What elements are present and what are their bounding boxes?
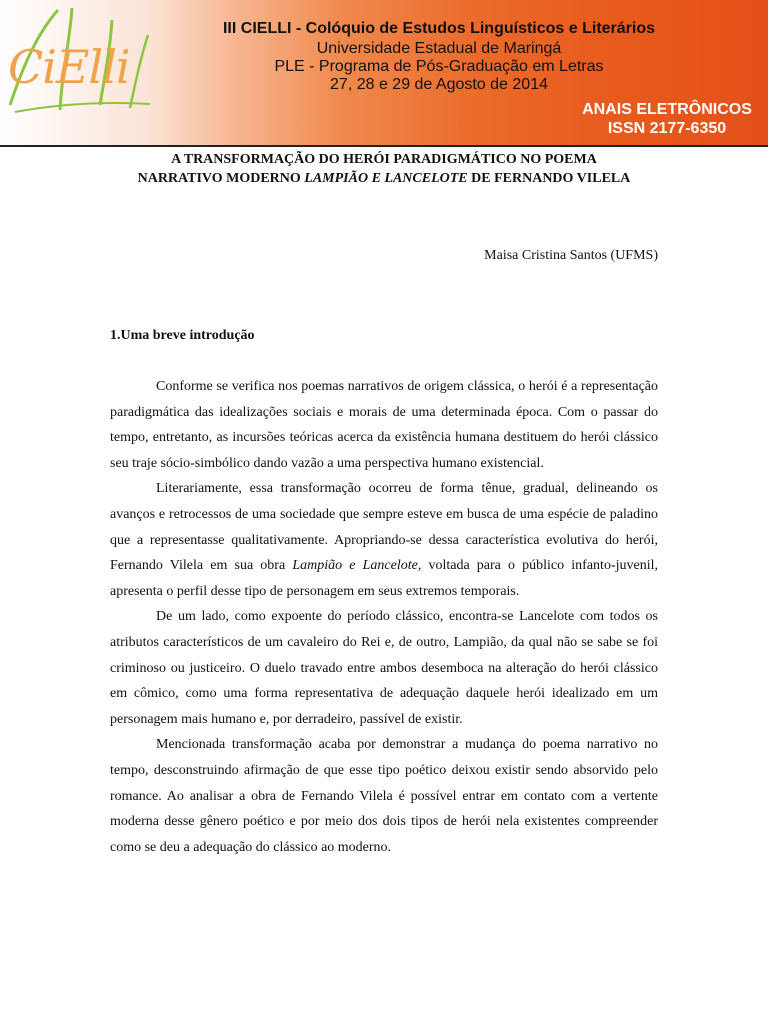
book-title: Lampião e Lancelote: [292, 558, 418, 574]
article-author: Maisa Cristina Santos (UFMS): [484, 248, 658, 263]
title-line-1: A TRANSFORMAÇÃO DO HERÓI PARADIGMÁTICO NO POEMA: [171, 152, 597, 167]
university-name: Universidade Estadual de Maringá: [316, 40, 562, 57]
anais-text: ANAIS ELETRÔNICOS: [582, 101, 752, 118]
paragraph-text: , voltada para o público infanto-juvenil, apresenta o perfil desse tipo de personagem em seus extremos temporais.: [110, 558, 658, 599]
title-part: DE FERNANDO VILELA: [467, 171, 631, 186]
title-part: NARRATIVO MODERNO: [137, 171, 305, 186]
title-line-2: [110, 169, 658, 188]
paragraph-1: Conforme se verifica nos poemas narrativos de origem clássica, o herói é a representação paradigmática das idealizações sociais e morais de uma determinada época. Com o passar do tempo, entretanto, as incursões teóricas acerca da existência humana destituem do herói clássico seu traje sócio-simbólico dando vazão a uma perspectiva humano existencial.: [110, 379, 658, 471]
section-heading: 1.Uma breve introdução: [110, 328, 255, 343]
logo-text: CiElli: [8, 40, 130, 94]
paragraph-3: De um lado, como expoente do período clássico, encontra-se Lancelote com todos os atributos característicos de um cavaleiro do Rei e, de outro, Lampião, da qual não se sabe se foi criminoso ou justiceiro. O duelo travado entre ambos desemboca na alteração do herói clássico em cômico, como uma forma representativa de adequação daquele herói idealizado em um personagem mais humano e, por derradeiro, passível de existir.: [110, 609, 658, 727]
title-book-name: LAMPIÃO E LANCELOTE: [304, 171, 468, 186]
conference-banner: [0, 0, 768, 145]
paragraph-4: Mencionada transformação acaba por demonstrar a mudança do poema narrativo no tempo, desconstruindo afirmação de que esse tipo poético deixou existir sendo absorvido pelo romance. Ao analisar a obra de Fernando Vilela é possível entrar em contato com a vertente moderna desse gênero poético e por meio dos dois tipos de herói nela existentes compreender como se deu a adequação do clássico ao moderno.: [110, 737, 658, 855]
conference-name: III CIELLI - Colóquio de Estudos Linguísticos e Literários: [222, 20, 656, 37]
header-divider: [0, 145, 768, 147]
proceedings-label: [572, 100, 762, 138]
program-name: PLE - Programa de Pós-Graduação em Letras: [274, 58, 604, 75]
paragraph-text: Literariamente, essa transformação ocorreu de forma tênue, gradual, delineando os avanços e retrocessos de uma sociedade que sempre esteve em busca de uma espécie de paladino que a representasse qualitativamente. Apropriando-se dessa característica evolutiva do herói, Fernando Vilela em sua obra: [110, 481, 658, 574]
article-body: [110, 374, 658, 860]
paragraph-2: [110, 476, 658, 604]
article-title: [110, 150, 658, 188]
conference-dates: 27, 28 e 29 de Agosto de 2014: [330, 76, 548, 93]
issn-text: ISSN 2177-6350: [607, 120, 727, 137]
